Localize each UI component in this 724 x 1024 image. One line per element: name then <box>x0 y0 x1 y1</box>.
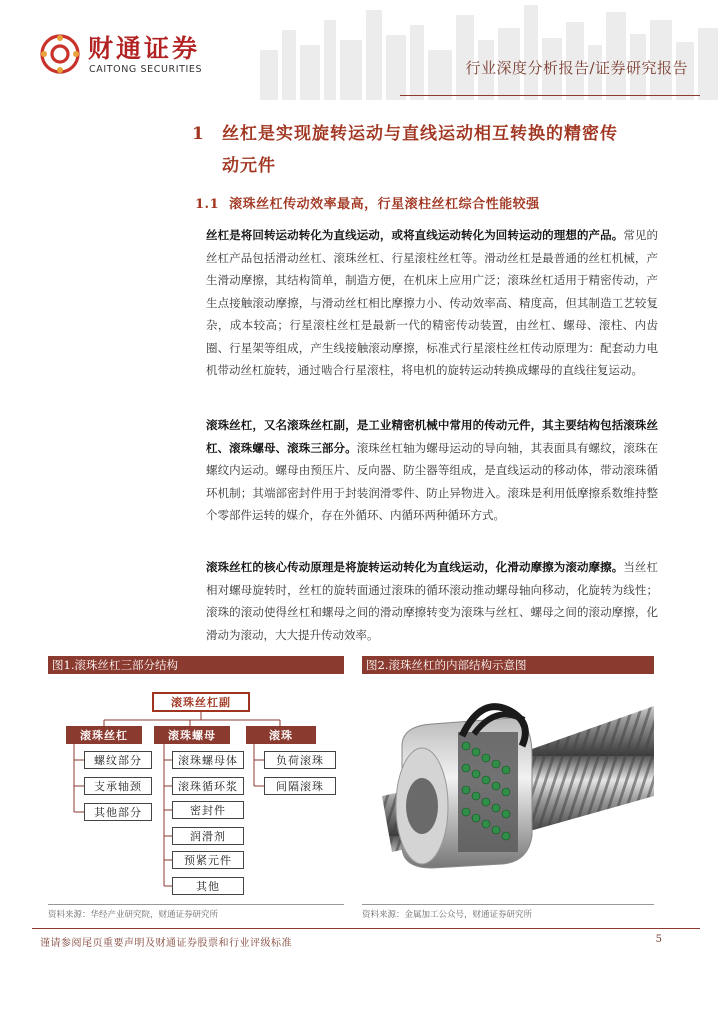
diagram-node-seal: 密封件 <box>172 801 244 819</box>
diagram-node-screw-other: 其他部分 <box>84 803 152 821</box>
ball-screw-cutaway-image <box>362 676 654 902</box>
diagram-root-box: 滚珠丝杠副 <box>152 692 250 712</box>
diagram-branch-ball-nut: 滚珠螺母 <box>154 726 230 744</box>
figure-2-caption: 图2.滚珠丝杠的内部结构示意图 <box>362 656 654 674</box>
diagram-node-lubricant: 润滑剂 <box>172 827 244 845</box>
section-title-line2: 动元件 <box>222 156 276 176</box>
diagram-node-preload: 预紧元件 <box>172 851 244 869</box>
paragraph-3-lead: 滚珠丝杠的核心传动原理是将旋转运动转化为直线运动，化滑动摩擦为滚动摩擦。 <box>206 560 624 574</box>
diagram-node-load-balls: 负荷滚珠 <box>264 751 336 769</box>
footer-disclaimer: 谨请参阅尾页重要声明及财通证券股票和行业评级标准 <box>40 938 292 949</box>
header-skyline-graphic <box>250 0 724 100</box>
footer-divider <box>32 928 700 929</box>
paragraph-1-body: 常见的丝杠产品包括滑动丝杠、滚珠丝杠、行星滚柱丝杠等。滑动丝杠是最普通的丝杠机械，产生滑动摩擦，其结构简单，制造方便，在机床上应用广泛；滚珠丝杠适用于精密传动，产生点接触滚动摩擦，与滑动丝杠相比摩擦力小、传动效率高、精度高，但其制造工艺较复杂，成本较高；行星滚柱丝杠是最新一代的精密传动装置，由丝杠、螺母、滚柱、内齿圈、行星架等组成，产生线接触滚动摩擦，标准式行星滚柱丝杠传动原理为：配套动力电机带动丝杠旋转，通过啮合行星滚柱，将电机的旋转运动转换成螺母的直线往复运动。 <box>206 228 658 377</box>
header-divider <box>400 95 700 96</box>
subsection-heading <box>195 193 550 212</box>
figure-1-source: 资料来源：华经产业研究院，财通证券研究所 <box>48 910 219 920</box>
subsection-title: 滚珠丝杠传动效率最高，行星滚柱丝杠综合性能较强 <box>229 197 540 212</box>
report-type: 行业深度分析报告/证券研究报告 <box>465 59 688 77</box>
section-number: 1 <box>192 124 205 144</box>
diagram-node-spacer-balls: 间隔滚珠 <box>264 777 336 795</box>
diagram-branch-balls: 滚珠 <box>246 726 316 744</box>
paragraph-1 <box>206 224 658 382</box>
logo-en-text: CAITONG SECURITIES <box>89 64 203 75</box>
page-number: 5 <box>655 934 662 945</box>
figure-2-source-divider <box>362 904 654 905</box>
logo-cn-text: 财通证券 <box>88 34 201 63</box>
diagram-node-recirculation: 滚珠循环浆 <box>172 777 244 795</box>
diagram-node-thread: 螺纹部分 <box>84 751 152 769</box>
figure-2-source: 资料来源：金属加工公众号，财通证券研究所 <box>362 910 533 920</box>
paragraph-2-body: 滚珠丝杠轴为螺母运动的导向轴，其表面具有螺纹，滚珠在螺纹内运动。螺母由预压片、反向器、防尘器等组成，是直线运动的移动体，带动滚珠循环机制；其端部密封件用于封装润滑零件、防止异物进入。滚珠是利用低摩擦系数维持整个零部件运转的媒介，存在外循环、内循环两种循环方式。 <box>206 440 659 522</box>
paragraph-1-lead: 丝杠是将回转运动转化为直线运动，或将直线运动转化为回转运动的理想的产品。 <box>206 228 624 242</box>
diagram-branch-ball-screw: 滚珠丝杠 <box>66 726 142 744</box>
diagram-node-nut-body: 滚珠螺母体 <box>172 751 244 769</box>
diagram-node-nut-other: 其他 <box>172 877 244 895</box>
figure-1-caption: 图1.滚珠丝杠三部分结构 <box>48 656 344 674</box>
diagram-node-journal: 支承轴颈 <box>84 777 152 795</box>
paragraph-3-body: 当丝杠相对螺母旋转时，丝杠的旋转面通过滚珠的循环滚动推动螺母轴向移动，化旋转为线性；滚珠的滚动使得丝杠和螺母之间的滑动摩擦转变为滚珠与丝杠、螺母之间的滚动摩擦，化滑动为滚动，大大提升传动效率。 <box>206 560 658 642</box>
caitong-logo-icon <box>38 32 82 76</box>
figure-1-source-divider <box>48 904 344 905</box>
section-heading <box>192 118 680 182</box>
paragraph-2-lead: 滚珠丝杠，又名滚珠丝杠副，是工业精密机械中常用的传动元件，其主要结构包括滚珠丝杠、滚珠螺母、滚珠三部分。 <box>206 418 658 455</box>
paragraph-2 <box>206 414 658 527</box>
section-title-line1: 丝杠是实现旋转运动与直线运动相互转换的精密传 <box>222 124 618 144</box>
subsection-number: 1.1 <box>195 197 220 212</box>
paragraph-3 <box>206 556 658 646</box>
